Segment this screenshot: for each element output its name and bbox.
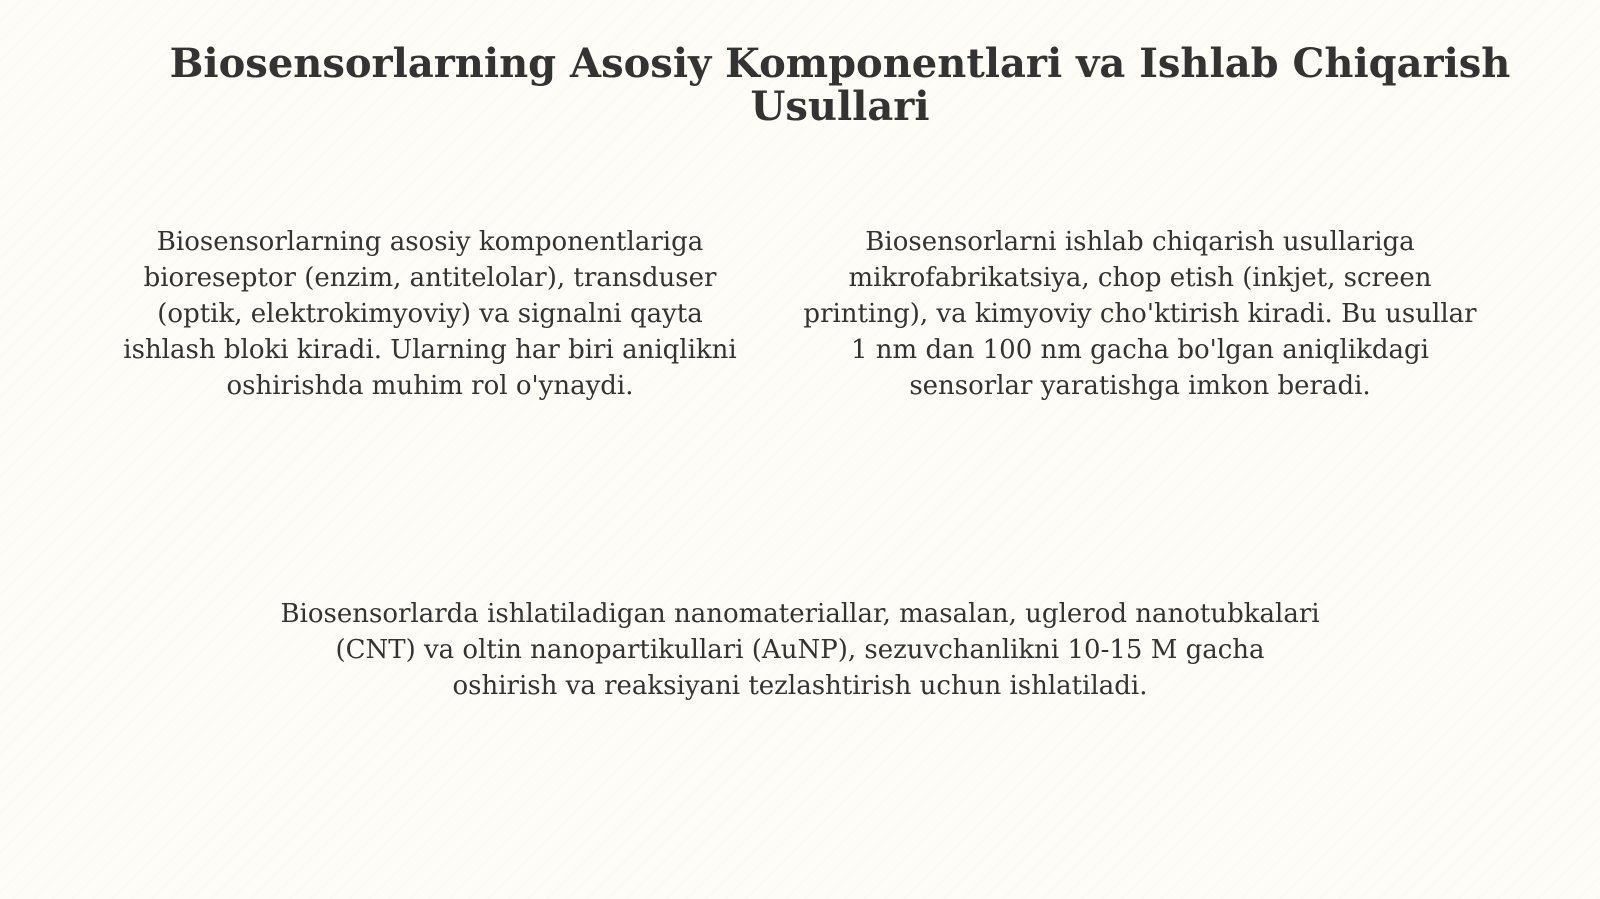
components-paragraph: Biosensorlarning asosiy komponentlariga bioreseptor (enzim, antitelolar), transduser (optik, elektrokimyoviy) va signalni qayta ishlash bloki kiradi. Ularning har biri aniqlikni oshirishda muhim rol o'ynaydi. — [123, 227, 737, 401]
manufacturing-paragraph: Biosensorlarni ishlab chiqarish usullariga mikrofabrikatsiya, chop etish (inkjet, screen printing), va kimyoviy cho'ktirish kiradi. Bu usullar 1 nm dan 100 nm gacha bo'lgan aniqlikdagi sensorlar yaratishga imkon beradi. — [803, 227, 1477, 401]
nanomaterials-paragraph: Biosensorlarda ishlatiladigan nanomateriallar, masalan, uglerod nanotubkalari (CNT) va oltin nanopartikullari (AuNP), sezuvchanlikni 10-15 M gacha oshirish va reaksiyani tezlashtirish uchun ishlatiladi. — [280, 599, 1320, 701]
slide-title: Biosensorlarning Asosiy Komponentlari va Ishlab Chiqarish Usullari — [169, 40, 1511, 130]
